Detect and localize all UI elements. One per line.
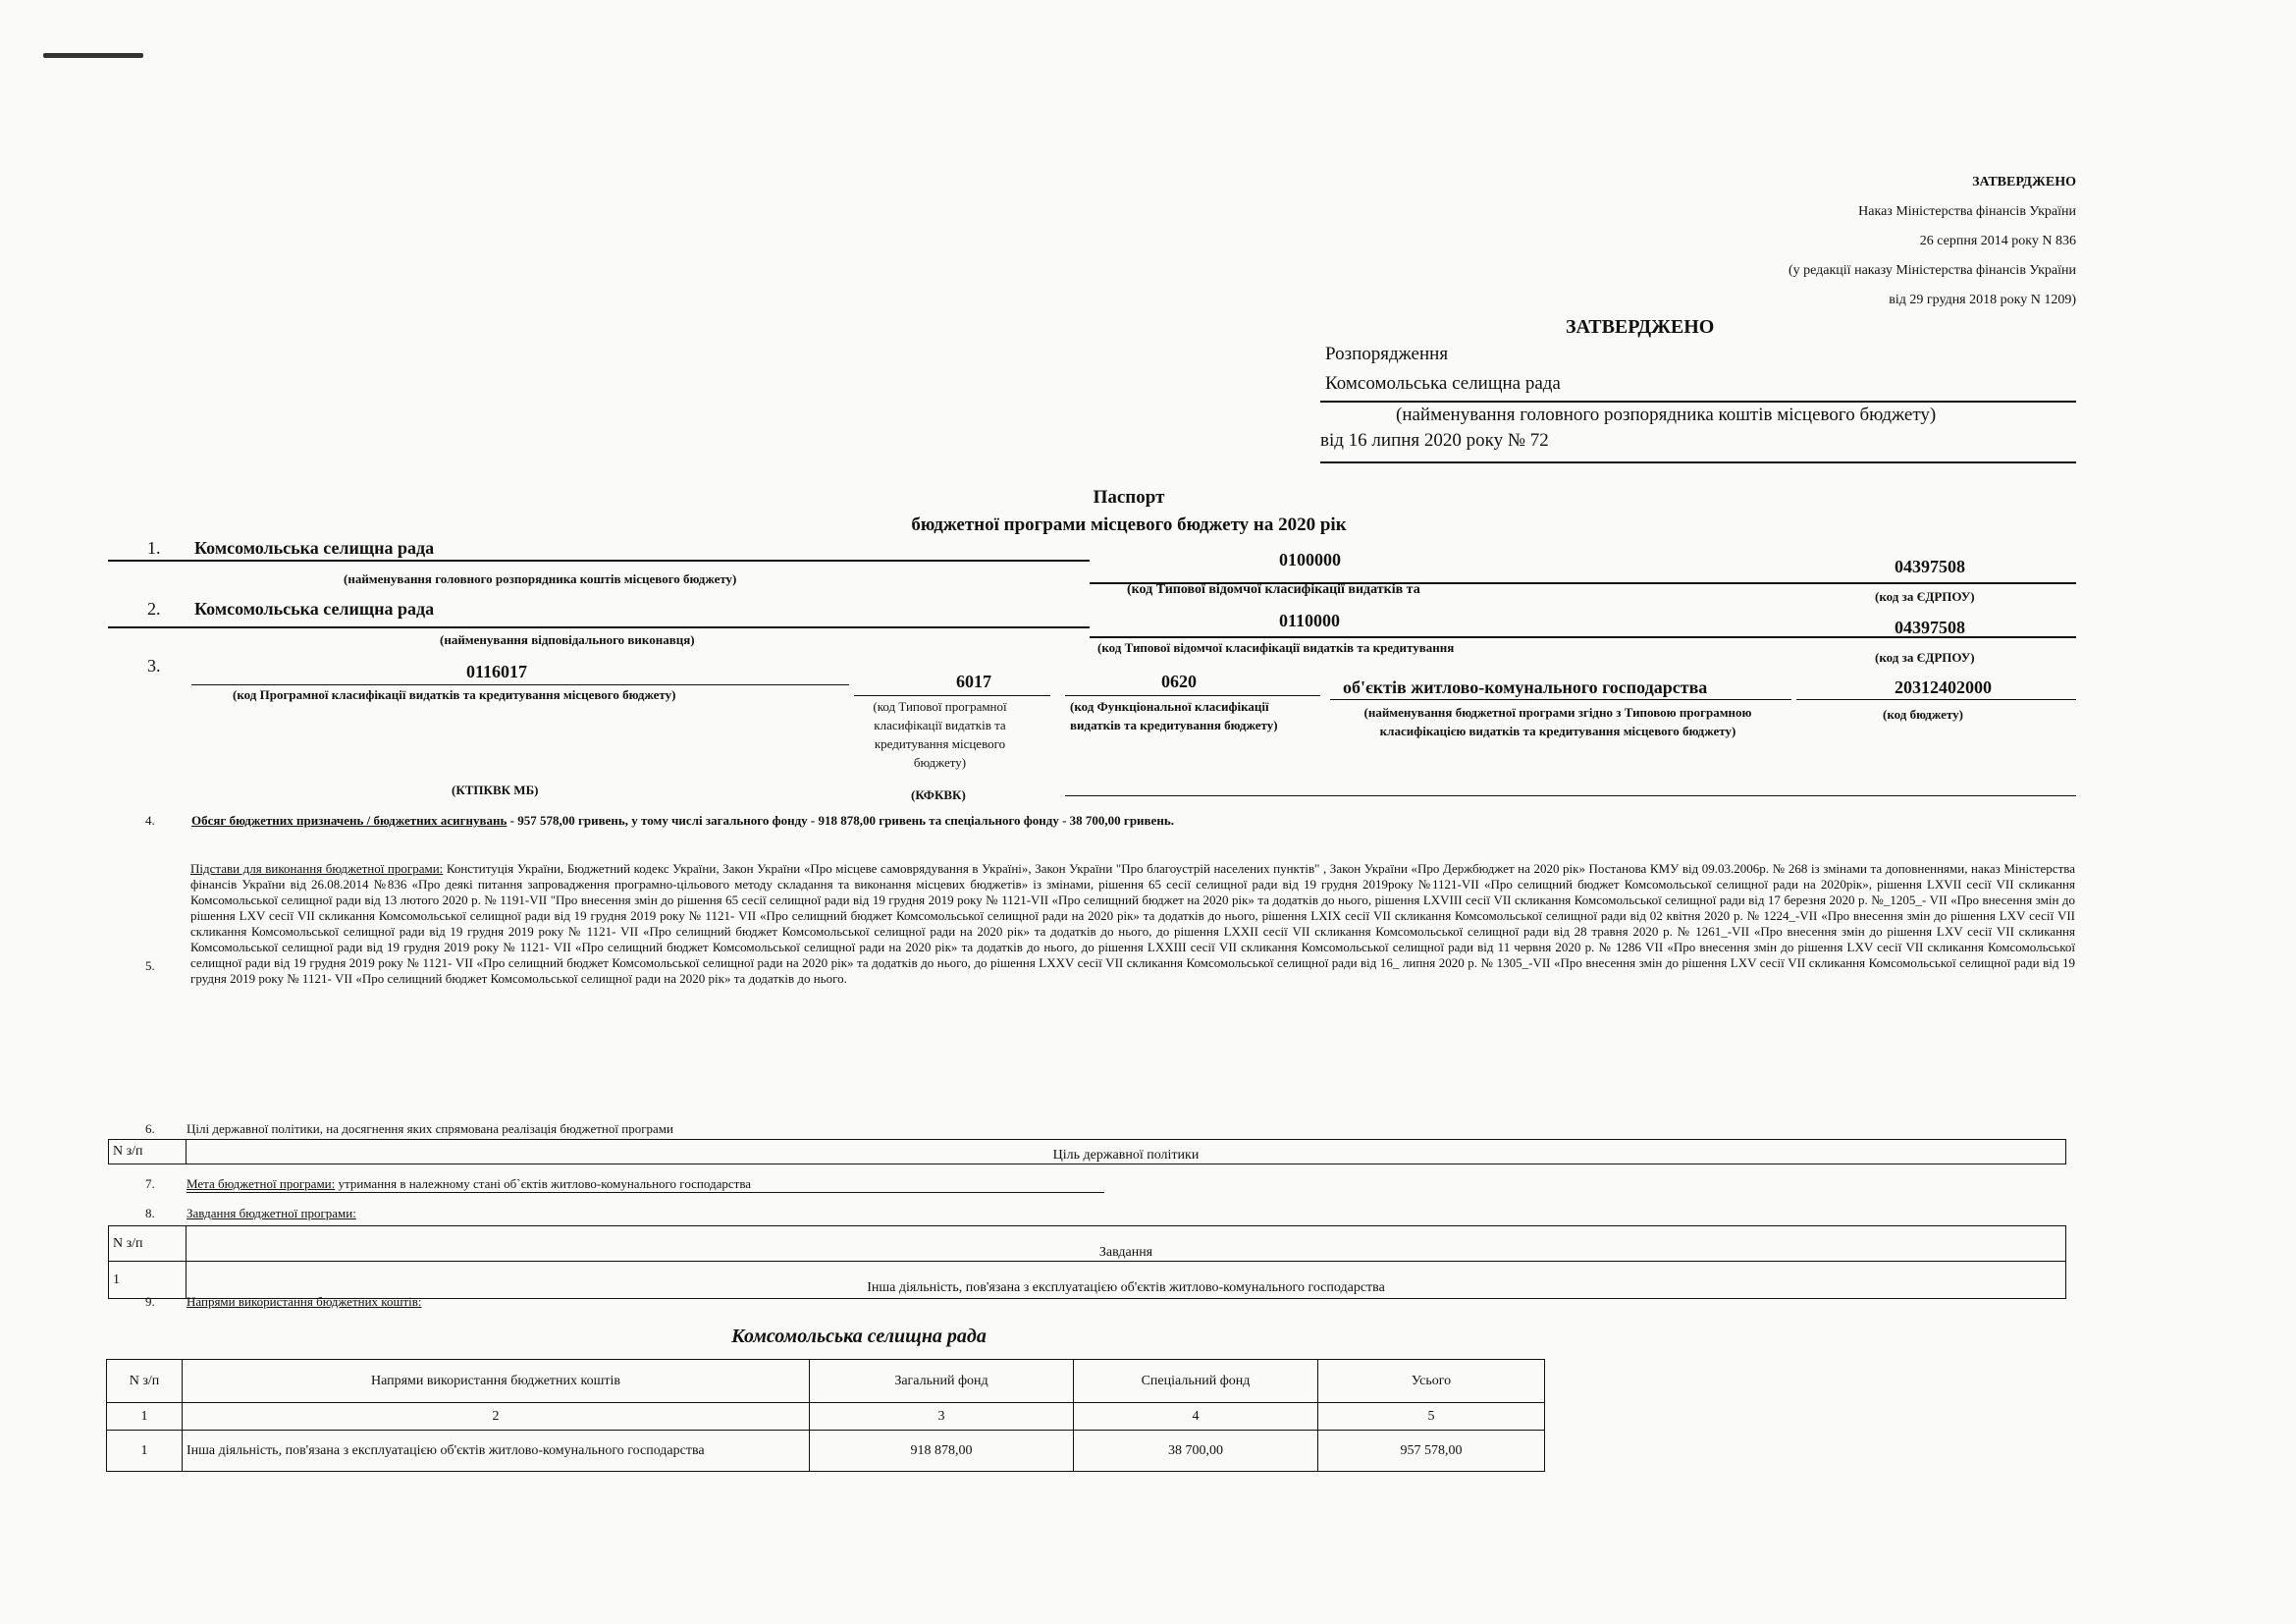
directions-index-4: 4 <box>1074 1403 1318 1431</box>
directions-row-direction: Інша діяльність, пов'язана з експлуатацією об'єктів житлово-комунального господарства <box>183 1431 810 1472</box>
approved-by-doc-type: Розпорядження <box>1325 344 1449 364</box>
approval-title: ЗАТВЕРДЖЕНО <box>1972 175 2076 189</box>
row2-name: Комсомольська селищна рада <box>194 599 435 619</box>
approval-line-1: Наказ Міністерства фінансів України <box>1858 204 2076 219</box>
row3-ktpkvk: 0116017 <box>466 662 528 681</box>
directions-row-special: 38 700,00 <box>1074 1431 1318 1472</box>
section4-label: Обсяг бюджетних призначень / бюджетних асигнувань <box>191 813 507 828</box>
section4-num: 4. <box>145 813 155 828</box>
row1-name-caption: (найменування головного розпорядника коштів місцевого бюджету) <box>344 571 737 586</box>
row2-name-caption: (найменування відповідального виконавця) <box>440 632 695 647</box>
row2-num: 2. <box>147 599 161 619</box>
directions-table <box>106 1359 1545 1472</box>
row1-name: Комсомольська селищна рада <box>194 538 435 558</box>
directions-index-5: 5 <box>1318 1403 1545 1431</box>
tasks-row-num: 1 <box>109 1262 187 1299</box>
approval-line-3: (у редакції наказу Міністерства фінансів України <box>1788 263 2076 278</box>
directions-col-total: Усього <box>1318 1360 1545 1403</box>
row2-edrpou-caption: (код за ЄДРПОУ) <box>1875 650 1975 665</box>
table-row <box>107 1431 1545 1472</box>
row1-num: 1. <box>147 538 161 558</box>
approved-by-date: від 16 липня 2020 року № 72 <box>1320 430 1549 451</box>
row3-ktpkvk-short: (КТПКВК МБ) <box>452 783 539 797</box>
tasks-row-task: Інша діяльність, пов'язана з експлуатацією об'єктів житлово-комунального господарства <box>187 1262 2066 1299</box>
row3-program-name: об'єктів житлово-комунального господарства <box>1343 677 1708 697</box>
row3-program-caption: (найменування бюджетної програми згідно з Типовою програмною класифікацією видатків та кредитування місцевого бюджету) <box>1363 705 1752 738</box>
approval-line-4: від 29 грудня 2018 року N 1209) <box>1889 293 2076 307</box>
goals-col-num: N з/п <box>109 1140 187 1164</box>
table-row <box>109 1262 2066 1299</box>
directions-col-direction: Напрями використання бюджетних коштів <box>183 1360 810 1403</box>
section9-org-title: Комсомольська селищна рада <box>731 1326 987 1347</box>
approved-by-title: ЗАТВЕРДЖЕНО <box>1566 316 1715 338</box>
section5-text: Конституція України, Бюджетний кодекс України, Закон України «Про місцеве самоврядування в Україні», Закон України "Про благоустрій населених пунктів" , Закон України «Про Держбюджет на 2020 рік» Постанова КМУ від 09.03.2006р. № 268 із змінами та доповненнями, наказ Міністерства фінансів України від 26.08.2014 №836 «Про деякі питання запровадження програмно-цільового методу складання та виконання місцевих бюджетів» із змінами, рішення 65 сесії селищної ради від 19 грудня 2019року №1121-VII «Про селищний бюджет Комсомольської селищної ради на 2020рік», рішення LXVII сесії VII скликання Комсомольської селищної ради від 13 лютого 2020 р. № 1191-VII "Про внесення змін до рішення 65 сесії селищної ради від 19 грудня 2019 року № 1121-VII «Про селищний бюджет на 2020 рік» та додатків до нього, рішення LXVIII сесії VII скликання Комсомольської селищної ради від 17 березня 2020 р. №_1205_- VII «Про внесення змін до рішення LXV сесії VII скликання Комсомольської селищної ради від 19 грудня 2019 року № 1121- VII «Про селищний бюджет Комсомольської селищної ради на 2020 рік» та додатків до нього, рішення LXIX сесії VII скликання Комсомольської селищної ради від 02 квітня 2020 р. № 1224_-VII «Про внесення змін до рішення LXV сесії VII скликання Комсомольської селищної ради від 19 грудня 2019 року № 1121- VII «Про селищний бюджет Комсомольської селищної ради на 2020 рік» та додатків до нього, до рішення LXXII сесії VII скликання Комсомольської селищної ради від 28 травня 2020 р. № 1261_-VII «Про внесення змін до рішення LXV сесії VII скликання Комсомольської селищної ради від 19 грудня 2019 року № 1121- VII «Про селищний бюджет Комсомольської селищної ради на 2020 рік» та додатків до нього, до рішення LXXIII сесії VII скликання Комсомольської селищної ради від 11 червня 2020 р. № 1286 VII «Про внесення змін до рішення LXV сесії VII скликання Комсомольської селищної ради від 19 грудня 2019 року № 1121- VII «Про селищний бюджет Комсомольської селищної ради на 2020 рік» та додатків до нього, до рішення LXXV сесії VII скликання Комсомольської селищної ради від 16_ липня 2020 р. № 1305_-VII «Про внесення змін до рішення LXV сесії VII скликання Комсомольської селищної ради від 19 грудня 2019 року № 1121- VII «Про селищний бюджет Комсомольської селищної ради на 2020 рік» та додатків до нього. <box>190 861 2075 986</box>
section7-text-block <box>187 1176 1104 1193</box>
directions-row-num: 1 <box>107 1431 183 1472</box>
section9-label: Напрями використання бюджетних коштів: <box>187 1294 422 1309</box>
row1-edrpou-caption: (код за ЄДРПОУ) <box>1875 589 1975 604</box>
section7-label: Мета бюджетної програми: <box>187 1176 336 1191</box>
row2-code-caption: (код Типової відомчої класифікації видатків та кредитування <box>1097 640 1455 655</box>
directions-row-total: 957 578,00 <box>1318 1431 1545 1472</box>
section4-text-block <box>191 813 2056 829</box>
section5-text-block <box>190 861 2075 987</box>
row3-tpkvk: 6017 <box>956 672 991 691</box>
row2-code: 0110000 <box>1279 611 1341 630</box>
row3-tpkvk-caption: (код Типової програмної класифікації видатків та кредитування місцевого бюджету) <box>873 699 1007 770</box>
row3-num: 3. <box>147 656 161 676</box>
row1-edrpou: 04397508 <box>1895 557 1965 576</box>
directions-col-special: Спеціальний фонд <box>1074 1360 1318 1403</box>
tasks-col-task: Завдання <box>187 1226 2066 1262</box>
approved-by-org: Комсомольська селищна рада <box>1325 373 1561 394</box>
tasks-col-num: N з/п <box>109 1226 187 1262</box>
section7-text: утримання в належному стані об`єктів житлово-комунального господарства <box>335 1176 752 1191</box>
passport-subtitle: бюджетної програми місцевого бюджету на 2020 рік <box>911 514 1347 535</box>
directions-col-general: Загальний фонд <box>810 1360 1074 1403</box>
row3-fkvk-caption: (код Функціональної класифікації видатків та кредитування бюджету) <box>1070 699 1278 732</box>
approved-by-org-caption: (найменування головного розпорядника коштів місцевого бюджету) <box>1396 405 1937 425</box>
row1-code: 0100000 <box>1279 550 1341 569</box>
section7-num: 7. <box>145 1176 155 1191</box>
section8-label: Завдання бюджетної програми: <box>187 1206 356 1220</box>
section4-text: - 957 578,00 гривень, у тому числі загального фонду - 918 878,00 гривень та спеціального фонду - 38 700,00 гривень. <box>507 813 1174 828</box>
directions-row-general: 918 878,00 <box>810 1431 1074 1472</box>
section8-num: 8. <box>145 1206 155 1220</box>
section5-num: 5. <box>145 958 155 973</box>
row2-edrpou: 04397508 <box>1895 618 1965 637</box>
approval-line-2: 26 серпня 2014 року N 836 <box>1919 234 2076 248</box>
row3-ktpkvk-caption: (код Програмної класифікації видатків та кредитування місцевого бюджету) <box>233 687 676 702</box>
directions-index-1: 1 <box>107 1403 183 1431</box>
section6-num: 6. <box>145 1121 155 1136</box>
section6-label: Цілі державної політики, на досягнення яких спрямована реалізація бюджетної програми <box>187 1121 673 1136</box>
passport-title: Паспорт <box>1093 487 1165 508</box>
row3-budget-code: 20312402000 <box>1895 677 1992 697</box>
scan-mark <box>43 53 143 58</box>
row3-tpkvk-short: (КФКВК) <box>911 787 966 802</box>
section9-num: 9. <box>145 1294 155 1309</box>
goals-table <box>108 1139 2066 1164</box>
goals-col-goal: Ціль державної політики <box>187 1140 2066 1164</box>
row1-code-caption: (код Типової відомчої класифікації видатків та <box>1127 582 1420 597</box>
section5-label: Підстави для виконання бюджетної програми: <box>190 861 444 876</box>
directions-index-2: 2 <box>183 1403 810 1431</box>
tasks-table <box>108 1225 2066 1299</box>
row3-fkvk: 0620 <box>1161 672 1197 691</box>
row3-budget-caption: (код бюджету) <box>1883 707 1963 722</box>
directions-col-num: N з/п <box>107 1360 183 1403</box>
directions-index-3: 3 <box>810 1403 1074 1431</box>
